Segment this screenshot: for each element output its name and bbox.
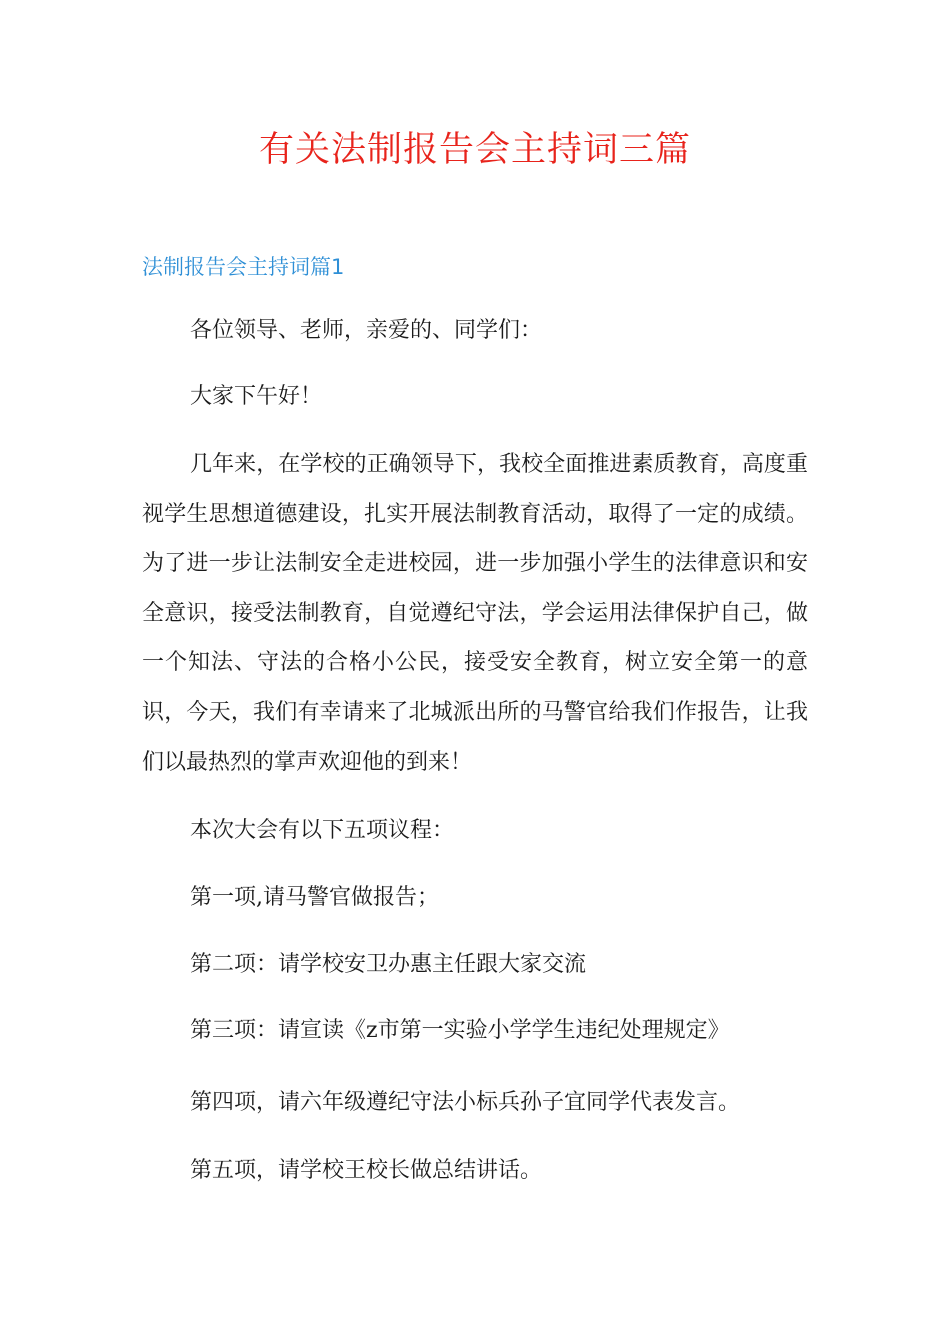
agenda-item-3: 第三项：请宣读《z市第一实验小学学生违纪处理规定》	[190, 1018, 730, 1043]
agenda-intro-paragraph: 本次大会有以下五项议程：	[190, 818, 455, 843]
greeting-paragraph: 各位领导、老师，亲爱的、同学们：	[190, 318, 543, 343]
agenda-item-2: 第二项：请学校安卫办惠主任跟大家交流	[190, 952, 587, 977]
section-heading: 法制报告会主持词篇1	[142, 255, 345, 279]
agenda-item-1: 第一项,请马警官做报告；	[190, 885, 439, 910]
agenda-item-5: 第五项，请学校王校长做总结讲话。	[190, 1158, 543, 1183]
salutation-paragraph: 大家下午好！	[190, 384, 323, 409]
document-title: 有关法制报告会主持词三篇	[258, 130, 691, 170]
agenda-item-4: 第四项，请六年级遵纪守法小标兵孙子宜同学代表发言。	[190, 1090, 741, 1115]
intro-body-paragraph: 几年来，在学校的正确领导下，我校全面推进素质教育，高度重视学生思想道德建设，扎实开展法制教育活动，取得了一定的成绩。为了进一步让法制安全走进校园，进一步加强小学生的法律意识和安全意识，接受法制教育，自觉遵纪守法，学会运用法律保护自己，做一个知法、守法的合格小公民，接受安全教育，树立安全第一的意识，今天，我们有幸请来了北城派出所的马警官给我们作报告，让我们以最热烈的掌声欢迎他的到来！	[142, 452, 808, 775]
